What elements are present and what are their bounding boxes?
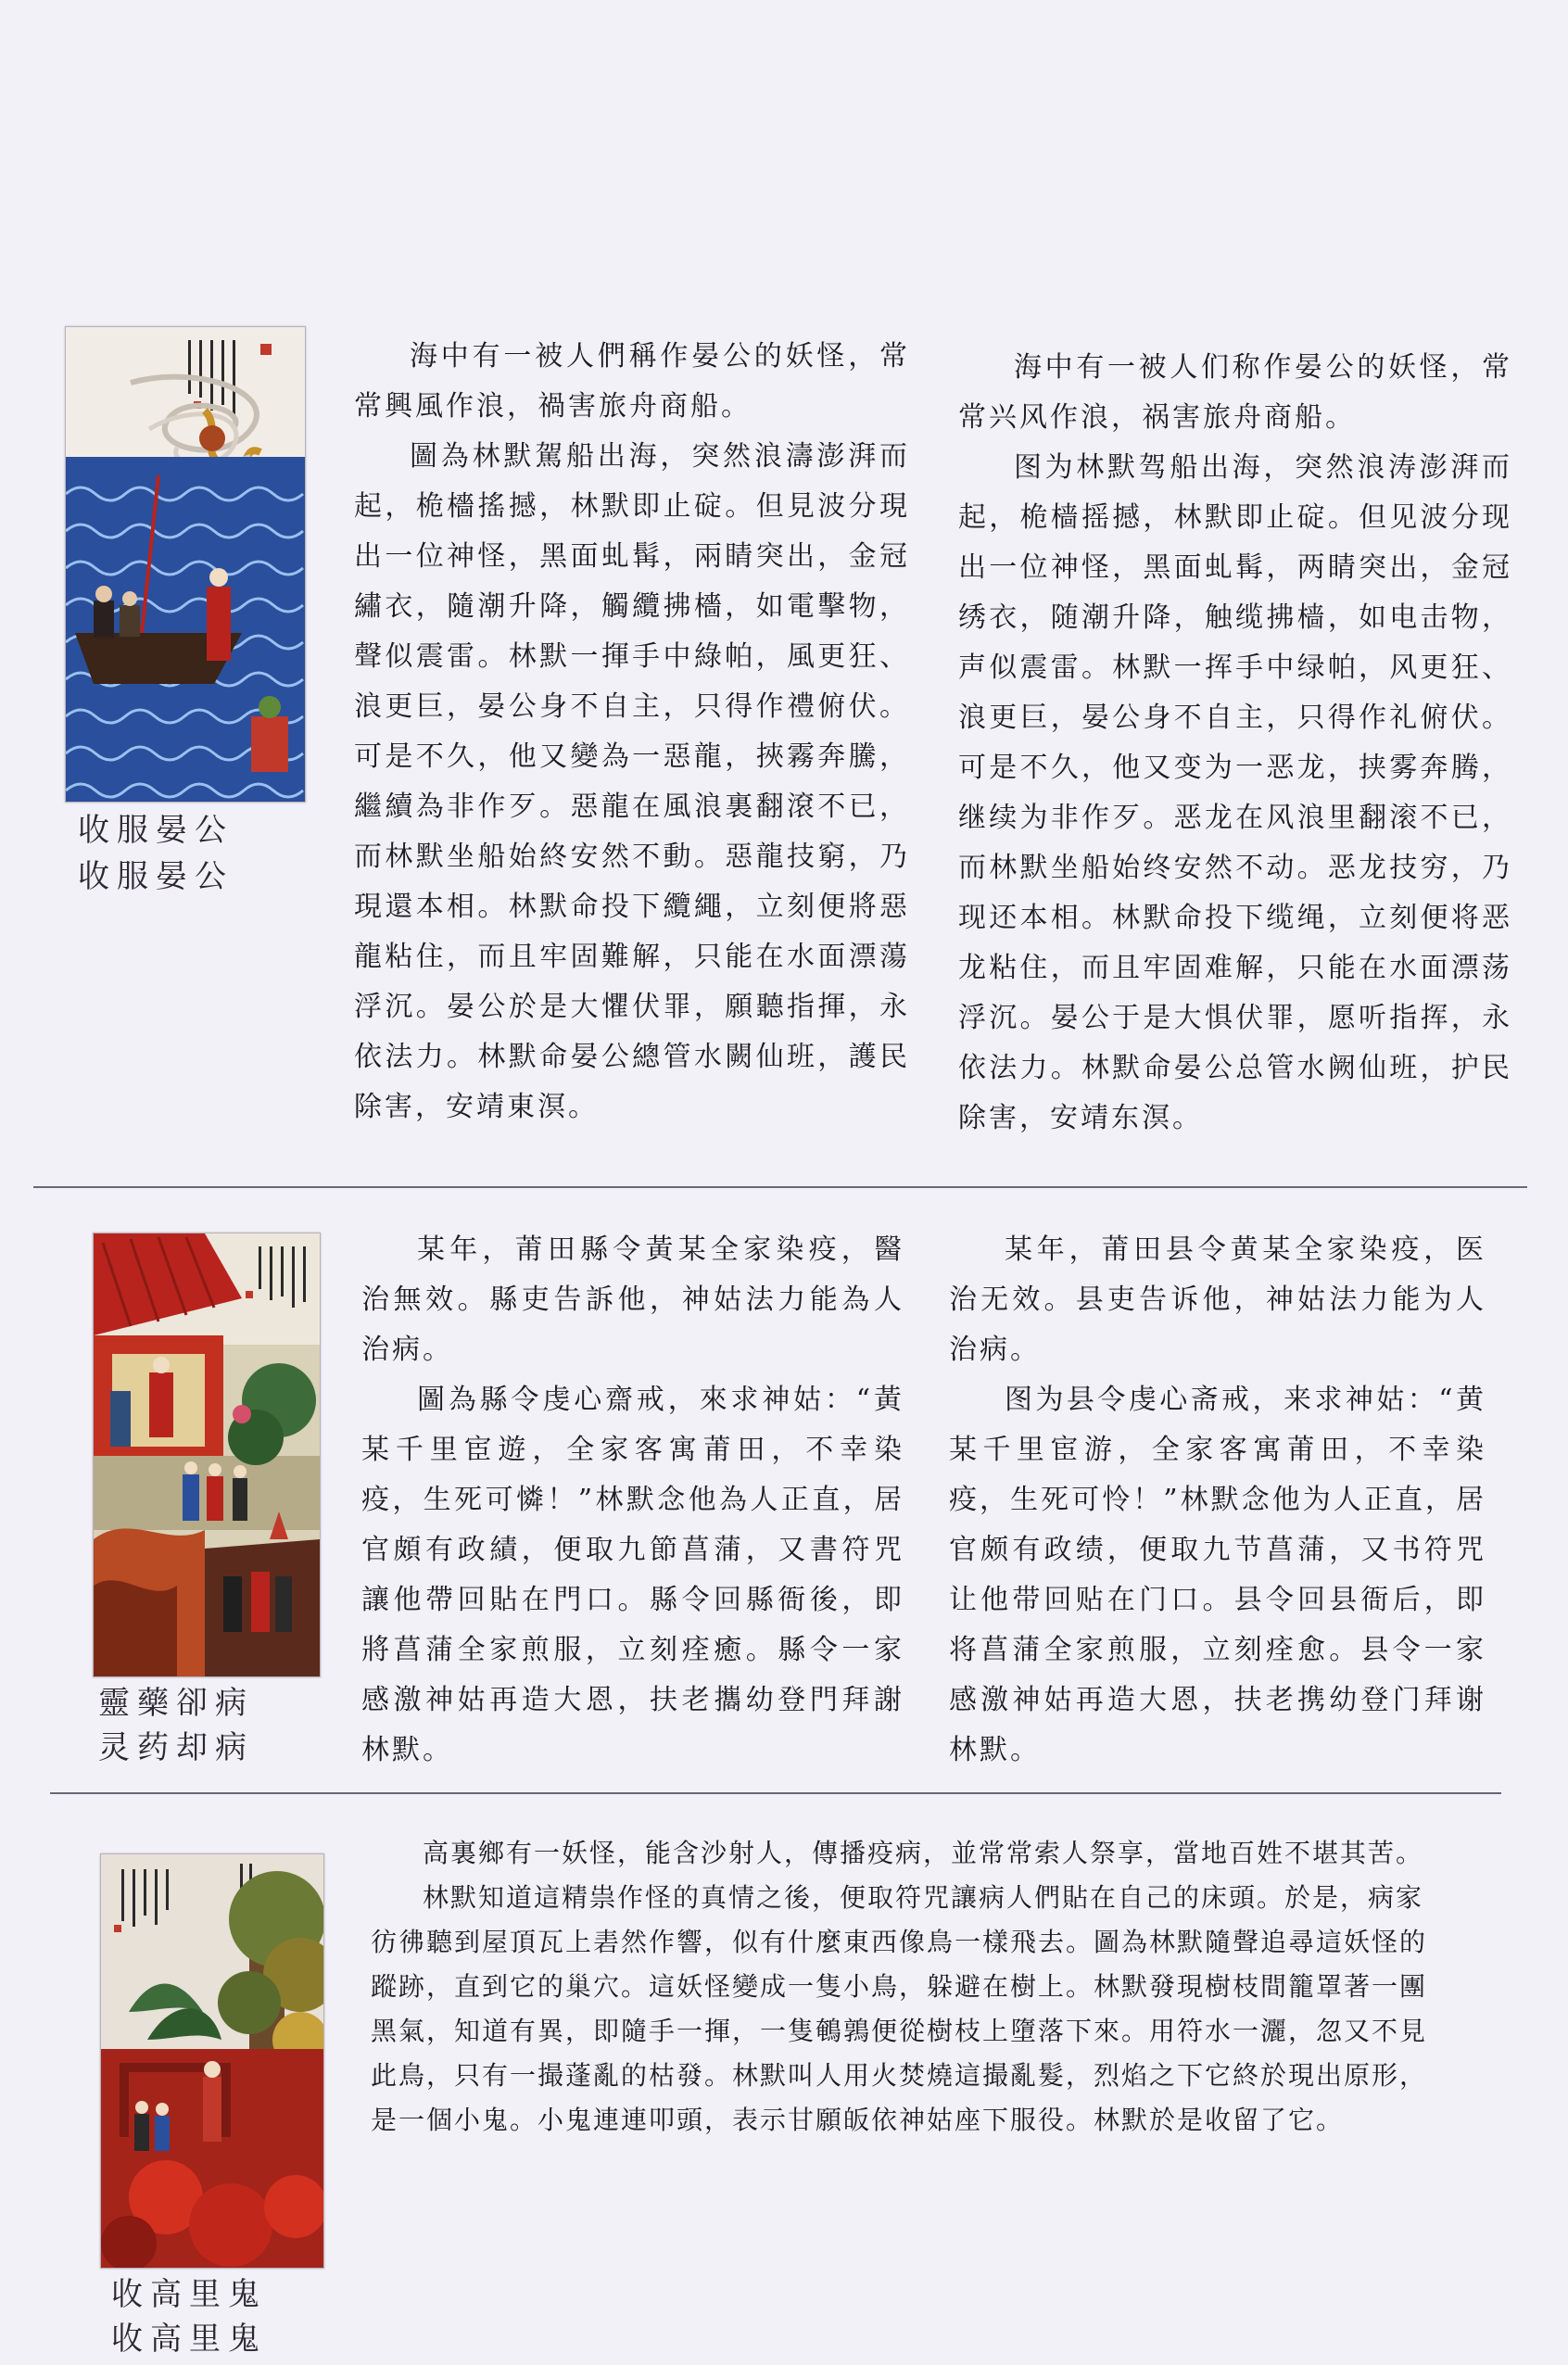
caption-simplified: 收服晏公 bbox=[78, 858, 234, 895]
caption-simplified: 收高里鬼 bbox=[111, 2321, 267, 2358]
paragraph: 海中有一被人们称作晏公的妖怪，常常兴风作浪，祸害旅舟商船。 bbox=[958, 351, 1512, 434]
paragraph: 海中有一被人們稱作晏公的妖怪，常常興風作浪，禍害旅舟商船。 bbox=[354, 340, 910, 423]
painting-gaoli-ghost bbox=[100, 1853, 324, 2269]
paragraph: 圖為縣令虔心齋戒，來求神姑：“黃某千里宦遊，全家客寓莆田，不幸染疫，生死可憐！”林默念他為人正直，居官頗有政績，便取九節菖蒲，又書符咒讓他帶回貼在門口。縣令回縣衙後，即將菖蒲全家煎服，立刻痊癒。縣令一家感激神姑再造大恩，扶老攜幼登門拜謝林默。 bbox=[361, 1384, 904, 1766]
text-column-traditional bbox=[354, 332, 910, 1132]
section-divider bbox=[33, 1186, 1527, 1188]
paragraph: 圖為林默駕船出海，突然浪濤澎湃而起，桅檣搖撼，林默即止碇。但見波分現出一位神怪，黑面虬髯，兩睛突出，金冠繡衣，隨潮升降，觸纜拂檣，如電擊物，聲似震雷。林默一揮手中綠帕，風更狂、浪更巨，晏公身不自主，只得作禮俯伏。可是不久，他又變為一惡龍，挾霧奔騰，繼續為非作歹。惡龍在風浪裏翻滾不已，而林默坐船始終安然不動。惡龍技窮，乃現還本相。林默命投下纜繩，立刻便將惡龍粘住，而且牢固難解，只能在水面漂蕩浮沉。晏公於是大懼伏罪，願聽指揮，永依法力。林默命晏公總管水闕仙班，護民除害，安靖東溟。 bbox=[354, 440, 910, 1123]
ghost-subduing-illustration bbox=[101, 1854, 323, 2268]
text-column-simplified bbox=[958, 343, 1512, 1144]
painting-healing-herb bbox=[93, 1233, 321, 1677]
paragraph: 林默知道這精祟作怪的真情之後，便取符咒讓病人們貼在自己的床頭。於是，病家 bbox=[423, 1882, 1424, 1913]
caption-traditional: 收高里鬼 bbox=[111, 2276, 267, 2313]
paragraph-line: 彷彿聽到屋頂瓦上砉然作響，似有什麼東西像鳥一樣飛去。圖為林默隨聲追尋這妖怪的 bbox=[371, 1927, 1428, 1957]
caption-simplified: 灵药却病 bbox=[98, 1729, 254, 1766]
paragraph: 图为县令虔心斋戒，来求神姑：“黄某千里宦游，全家客寓莆田，不幸染疫，生死可怜！”林默念他为人正直，居官颇有政绩，便取九节菖蒲，又书符咒让他带回贴在门口。县令回县衙后，即将菖蒲全家煎服，立刻痊愈。县令一家感激神姑再造大恩，扶老携幼登门拜谢林默。 bbox=[949, 1384, 1486, 1766]
text-column-traditional bbox=[361, 1225, 904, 1776]
paragraph: 图为林默驾船出海，突然浪涛澎湃而起，桅樯摇撼，林默即止碇。但见波分现出一位神怪，黑面虬髯，两睛突出，金冠绣衣，随潮升降，触缆拂樯，如电击物，声似震雷。林默一挥手中绿帕，风更狂、浪更巨，晏公身不自主，只得作礼俯伏。可是不久，他又变为一恶龙，挟雾奔腾，继续为非作歹。恶龙在风浪里翻滚不已，而林默坐船始终安然不动。恶龙技穷，乃现还本相。林默命投下缆绳，立刻便将恶龙粘住，而且牢固难解，只能在水面漂荡浮沉。晏公于是大惧伏罪，愿听指挥，永依法力。林默命晏公总管水阙仙班，护民除害，安靖东溟。 bbox=[958, 451, 1512, 1134]
paragraph-line: 是一個小鬼。小鬼連連叩頭，表示甘願皈依神姑座下服役。林默於是收留了它。 bbox=[371, 2105, 1345, 2135]
caption-traditional: 收服晏公 bbox=[78, 812, 234, 849]
magistrate-visit-illustration bbox=[94, 1233, 320, 1676]
caption-traditional: 靈藥卻病 bbox=[98, 1685, 254, 1722]
paragraph-line: 黑氣，知道有異，即隨手一揮，一隻鵪鶉便從樹枝上墮落下來。用符水一灑，忽又不見 bbox=[371, 2016, 1428, 2046]
text-block-traditional bbox=[371, 1831, 1483, 2143]
paragraph-line: 蹤跡，直到它的巢穴。這妖怪變成一隻小鳥，躲避在樹上。林默發現樹枝間籠罩著一團 bbox=[371, 1971, 1428, 2002]
paragraph-line: 此鳥，只有一撮蓬亂的枯發。林默叫人用火焚燒這撮亂髮，烈焰之下它終於現出原形， bbox=[371, 2060, 1428, 2091]
painting-subduing-yan-gong bbox=[65, 326, 306, 803]
sea-dragon-illustration bbox=[66, 327, 305, 802]
section-divider bbox=[50, 1792, 1501, 1794]
text-column-simplified bbox=[949, 1225, 1486, 1776]
paragraph: 某年，莆田縣令黃某全家染疫，醫治無效。縣吏告訴他，神姑法力能為人治病。 bbox=[361, 1233, 904, 1366]
paragraph: 某年，莆田县令黄某全家染疫，医治无效。县吏告诉他，神姑法力能为人治病。 bbox=[949, 1233, 1486, 1366]
paragraph: 高裏鄉有一妖怪，能含沙射人，傳播疫病，並常常索人祭享，當地百姓不堪其苦。 bbox=[423, 1838, 1424, 1868]
